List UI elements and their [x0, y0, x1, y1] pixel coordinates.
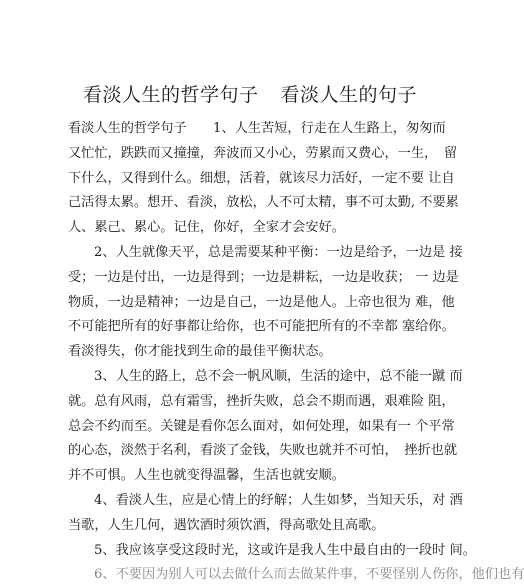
text-line: 3、人生的路上，总不会一帆风顺，生活的途中，总不能一蹴 而 [94, 368, 463, 384]
text-line: 不可能把所有的好事都让给你，也不可能把所有的不幸都 塞给你。 [68, 319, 455, 335]
text-line: 受；一边是付出，一边是得到；一边是耕耘，一边是收获； 一 边是 [68, 269, 459, 285]
body-text [68, 117, 524, 588]
text-line: 当歌，人生几何，遇饮酒时须饮酒，得高歌处且高歌。 [68, 517, 385, 533]
text-line: 又忙忙，跌跌而又撞撞，奔波而又小心，劳累而又费心，一生， 留 [68, 145, 458, 161]
title-part-1: 看淡人生的哲学句子 [82, 84, 259, 106]
text-line: 2、人生就像天平，总是需要某种平衡：一边是给予，一边是 接 [94, 244, 463, 260]
text-line: 物质，一边是精神；一边是自己，一边是他人。上帝也很为 难，他 [68, 294, 455, 310]
text-line: 的心态，淡然于名利，看淡了金钱，失败也就并不可怕， 挫折也就 [68, 443, 458, 459]
title-part-2: 看淡人生的句子 [280, 84, 418, 106]
text-line: 下什么，又得到什么。细想，活着，就该尽力活好，一定不要 让自 [68, 170, 455, 186]
text-line: 并不可惧。人生也就变得温馨，生活也就安顺。 [68, 468, 345, 484]
text-line: 总会不约而至。关键是看你怎么面对，如何处理，如果有一 个平常 [68, 418, 455, 434]
text-line: 就。总有风雨，总有霜雪，挫折失败，总会不期而遇，艰难险 阻， [68, 393, 455, 409]
text-line: 4、看淡人生，应是心情上的纾解；人生如梦，当知天乐，对 酒 [94, 492, 463, 508]
text-line: 看淡得失，你才能找到生命的最佳平衡状态。 [68, 344, 332, 360]
page-title [0, 80, 500, 107]
text-line: 看淡人生的哲学句子 1、人生苦短，行走在人生路上，匆匆而 [68, 121, 446, 136]
text-line: 6、不要因为别人可以去做什么而去做某件事，不要怪别人伤你，他们也有 [94, 567, 524, 583]
text-line: 5、我应该享受这段时光，这或许是我人生中最自由的一段时 间。 [94, 542, 476, 558]
text-line: 己活得太累。想开、看淡，放松，人不可太精，事不可太勤, 不要累 [68, 195, 459, 211]
text-line: 人、累己、累心。记住，你好，全家才会安好。 [68, 220, 345, 236]
